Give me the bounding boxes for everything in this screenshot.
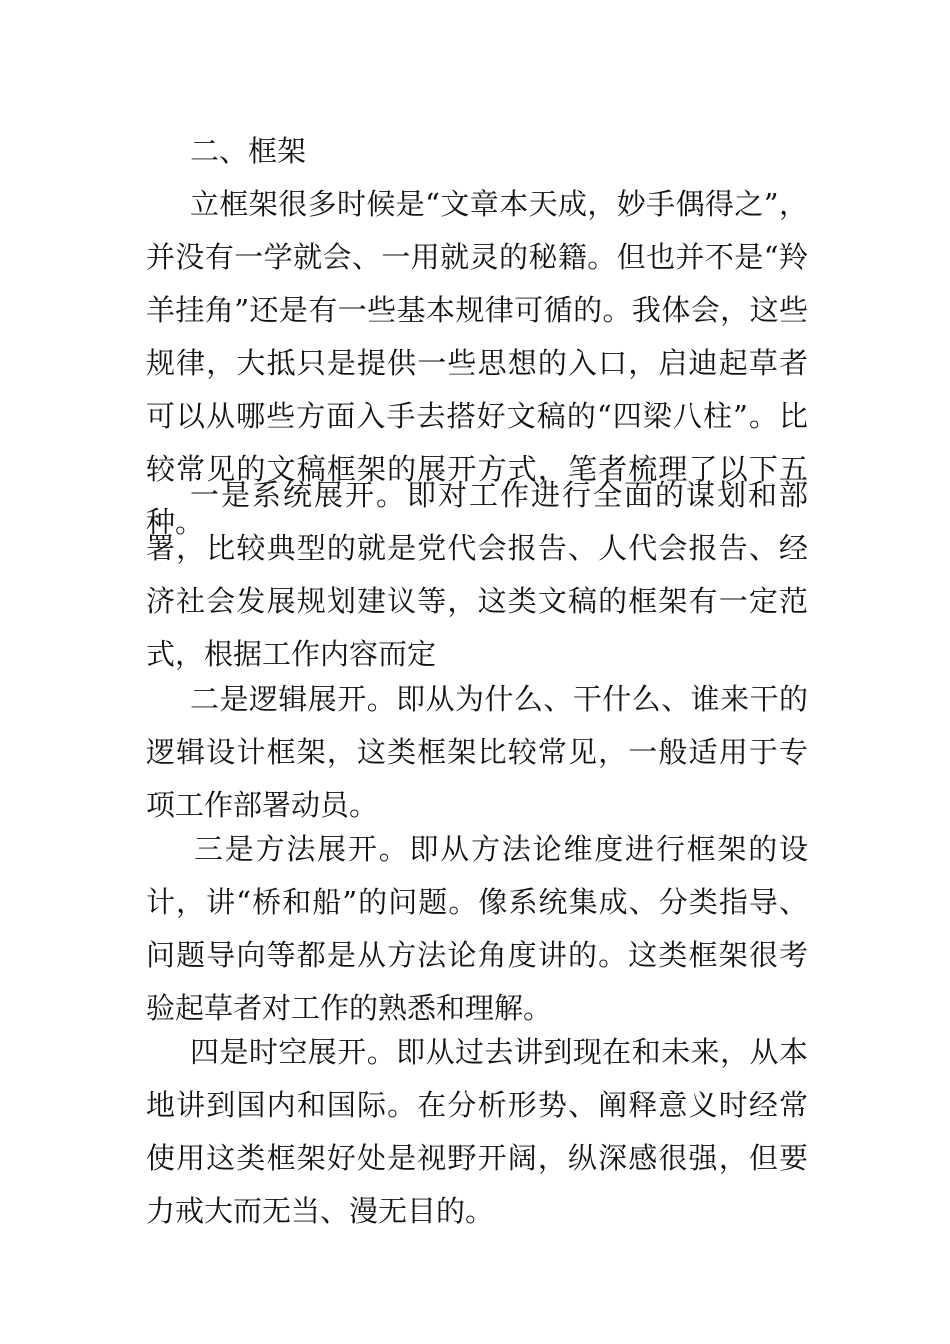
paragraph-system-expansion: 一是系统展开。即对工作进行全面的谋划和部署，比较典型的就是党代会报告、人代会报告、经济社会发展规划建议等，这类文稿的框架有一定范式，根据工作内容而定 (146, 478, 808, 671)
section-heading: 二、框架 (190, 134, 307, 168)
paragraph-logic-expansion: 二是逻辑展开。即从为什么、干什么、谁来干的逻辑设计框架，这类框架比较常见，一般适用于专项工作部署动员。 (146, 682, 808, 822)
paragraph-method-expansion: 三是方法展开。即从方法论维度进行框架的设计，讲“桥和船”的问题。像系统集成、分类指导、问题导向等都是从方法论角度讲的。这类框架很考验起草者对工作的熟悉和理解。 (146, 832, 808, 1025)
paragraph-space-time-expansion: 四是时空展开。即从过去讲到现在和未来，从本地讲到国内和国际。在分析形势、阐释意义时经常使用这类框架好处是视野开阔，纵深感很强，但要力戒大而无当、漫无目的。 (146, 1035, 808, 1228)
paragraph-intro: 立框架很多时候是“文章本天成，妙手偶得之”，并没有一学就会、一用就灵的秘籍。但也并不是“羚羊挂角”还是有一些基本规律可循的。我体会，这些规律，大抵只是提供一些思想的入口，启迪起草者可以从哪些方面入手去搭好文稿的“四梁八柱”。比较常见的文稿框架的展开方式，笔者梳理了以下五种。 (146, 187, 808, 539)
